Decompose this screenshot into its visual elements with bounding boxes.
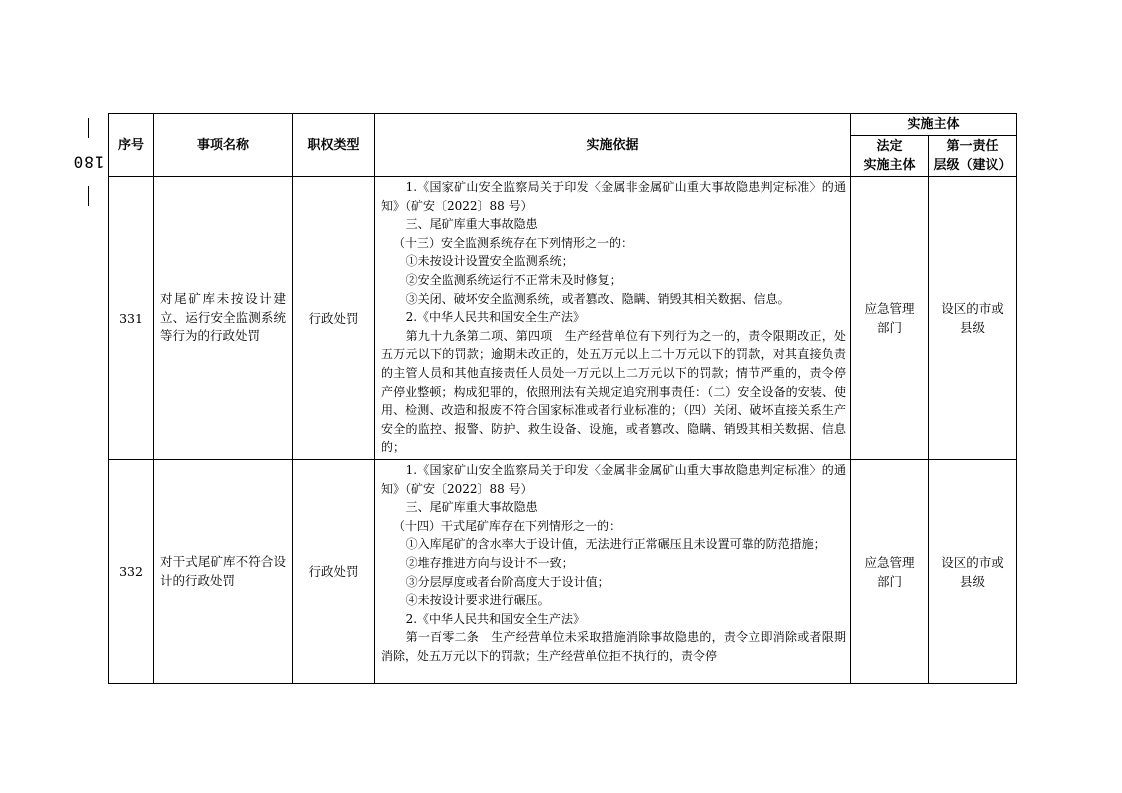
row-authority-type: 行政处罚 <box>293 177 375 460</box>
row-responsibility-level-line1: 设区的市或 <box>941 554 1004 570</box>
row-responsibility-level <box>929 177 1017 460</box>
row-serial-number: 332 <box>109 460 154 684</box>
row-authority-type: 行政处罚 <box>293 460 375 684</box>
page-number-marker <box>74 118 102 218</box>
table-row <box>109 460 1017 684</box>
header-legal-subject-line2: 实施主体 <box>863 158 916 173</box>
basis-paragraph: ①入库尾矿的含水率大于设计值，无法进行正常碾压且未设置可靠的防范措施； <box>405 537 826 552</box>
row-item-name: 对干式尾矿库不符合设计的行政处罚 <box>154 460 293 684</box>
basis-paragraph: 第一百零二条 生产经营单位未采取措施消除事故隐患的，责令立即消除或者限期消除，处五万元以下的罚款；生产经营单位拒不执行的，责令停 <box>381 630 846 663</box>
row-legal-subject <box>851 177 929 460</box>
header-responsibility-level <box>929 136 1017 177</box>
basis-paragraph: ①未按设计设置安全监测系统； <box>405 254 574 269</box>
row-responsibility-level <box>929 460 1017 684</box>
row-item-name: 对尾矿库未按设计建立、运行安全监测系统等行为的行政处罚 <box>154 177 293 460</box>
basis-paragraph: 2.《中华人民共和国安全生产法》 <box>405 310 586 325</box>
basis-paragraph: （十四）干式尾矿库存在下列情形之一的： <box>393 518 622 533</box>
basis-paragraph: ④未按设计要求进行碾压。 <box>405 593 550 608</box>
basis-paragraph: 2.《中华人民共和国安全生产法》 <box>405 611 586 626</box>
basis-paragraph: ③分层厚度或者台阶高度大于设计值； <box>405 574 610 589</box>
page-number-dash-bottom <box>88 186 89 206</box>
row-serial-number: 331 <box>109 177 154 460</box>
header-responsibility-level-line2: 层级（建议） <box>933 158 1012 173</box>
row-legal-subject-line1: 应急管理 <box>864 554 915 570</box>
basis-paragraph: ③关闭、破坏安全监测系统，或者篡改、隐瞒、销毁其相关数据、信息。 <box>405 291 790 306</box>
basis-paragraph: 1.《国家矿山安全监察局关于印发〈金属非金属矿山重大事故隐患判定标准〉的通知》（矿安〔2022〕88 号） <box>381 463 846 496</box>
basis-paragraph: ②堆存推进方向与设计不一致； <box>405 555 574 570</box>
administrative-penalty-table <box>108 113 1017 684</box>
header-responsibility-level-line1: 第一责任 <box>946 139 999 154</box>
row-implementation-basis <box>375 177 851 460</box>
header-legal-subject-line1: 法定 <box>876 139 903 154</box>
header-legal-subject <box>851 136 929 177</box>
header-serial-number: 序号 <box>109 114 154 177</box>
basis-paragraph: 三、尾矿库重大事故隐患 <box>405 217 538 232</box>
row-implementation-basis <box>375 460 851 684</box>
page-number-dash-top <box>88 118 89 138</box>
basis-paragraph: （十三）安全监测系统存在下列情形之一的： <box>393 235 634 250</box>
header-implementation-basis: 实施依据 <box>375 114 851 177</box>
row-legal-subject-line2: 部门 <box>876 320 902 335</box>
basis-paragraph: 1.《国家矿山安全监察局关于印发〈金属非金属矿山重大事故隐患判定标准〉的通知》（矿安〔2022〕88 号） <box>381 180 846 213</box>
header-authority-type: 职权类型 <box>293 114 375 177</box>
row-legal-subject-line1: 应急管理 <box>864 301 915 316</box>
row-legal-subject <box>851 460 929 684</box>
row-legal-subject-line2: 部门 <box>876 573 902 589</box>
table-row <box>109 177 1017 460</box>
basis-paragraph: 第九十九条第二项、第四项 生产经营单位有下列行为之一的，责令限期改正，处五万元以下的罚款；逾期未改正的，处五万元以上二十万元以下的罚款，对其直接负责的主管人员和其他直接责任人员处一万元以上二万元以下的罚款；情节严重的，责令停产停业整顿；构成犯罪的，依照刑法有关规定追究刑事责任：（二）安全设备的安装、使用、检测、改造和报废不符合国家标准或者行业标准的；（四）关闭、破坏直接关系生产安全的监控、报警、防护、救生设备、设施，或者篡改、隐瞒、销毁其相关数据、信息的； <box>381 328 846 455</box>
row-responsibility-level-line2: 县级 <box>960 573 986 589</box>
header-item-name: 事项名称 <box>154 114 293 177</box>
row-responsibility-level-line1: 设区的市或 <box>941 301 1004 316</box>
row-responsibility-level-line2: 县级 <box>960 320 986 335</box>
header-implementing-subject: 实施主体 <box>851 114 1017 136</box>
basis-paragraph: ②安全监测系统运行不正常未及时修复； <box>405 272 622 287</box>
page-number: 180 <box>72 152 104 172</box>
basis-paragraph: 三、尾矿库重大事故隐患 <box>405 500 538 515</box>
